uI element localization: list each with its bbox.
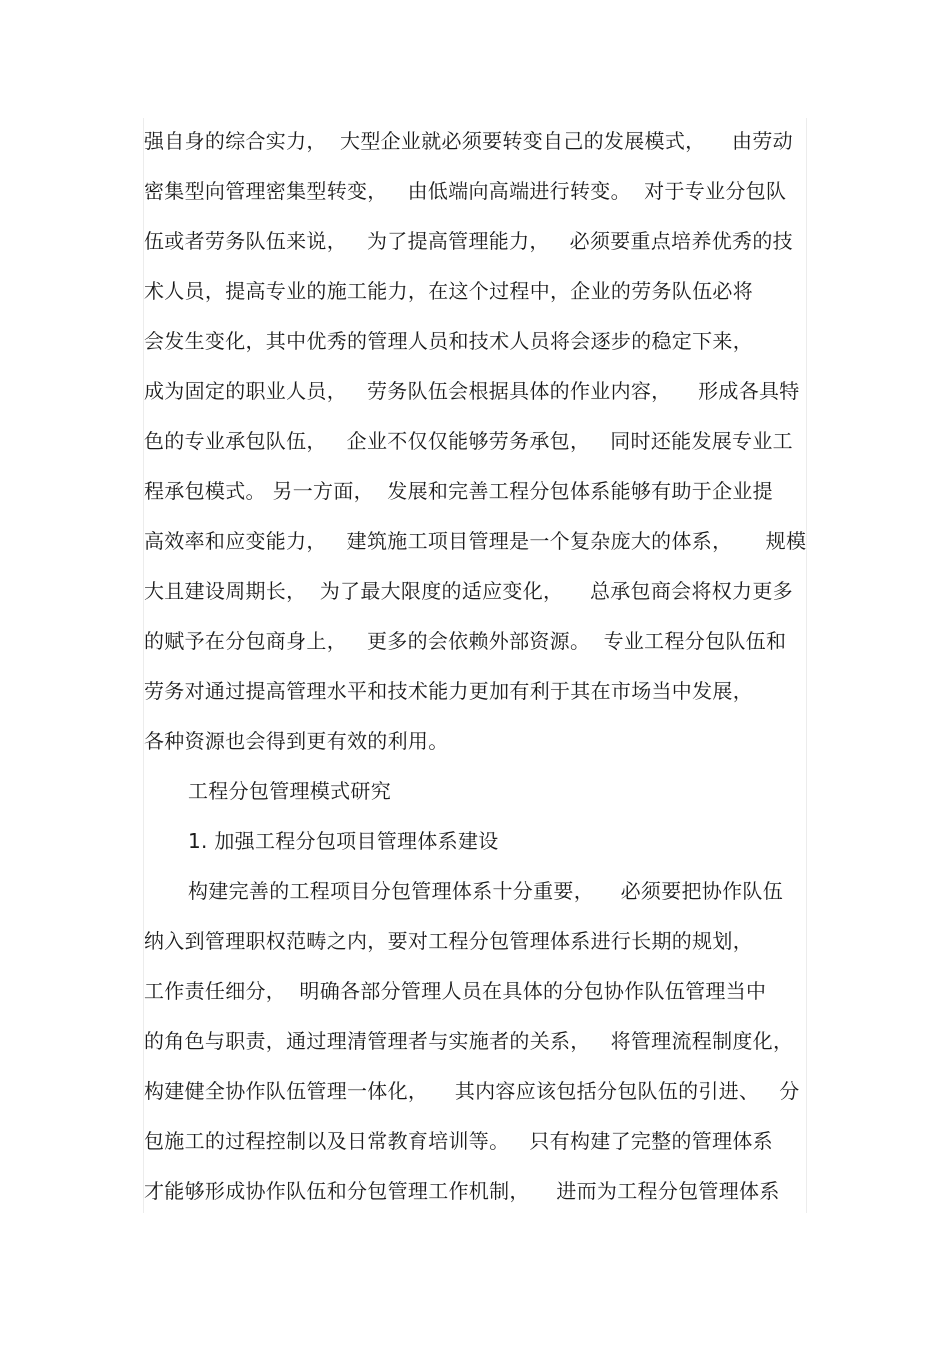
text-line: 工作责任细分， 明确各部分管理人员在具体的分包协作队伍管理当中 bbox=[144, 979, 767, 1003]
text-line: 伍或者劳务队伍来说， 为了提高管理能力， 必须要重点培养优秀的技 bbox=[144, 229, 793, 253]
text-line: 各种资源也会得到更有效的利用。 bbox=[144, 729, 449, 753]
right-margin-rule bbox=[806, 118, 807, 1213]
text-line: 纳入到管理职权范畴之内，要对工程分包管理体系进行长期的规划， bbox=[144, 929, 753, 953]
text-line: 的赋予在分包商身上， 更多的会依赖外部资源。 专业工程分包队伍和 bbox=[144, 629, 787, 653]
text-line: 的角色与职责，通过理清管理者与实施者的关系， 将管理流程制度化， bbox=[144, 1029, 794, 1053]
section-heading: 工程分包管理模式研究 bbox=[188, 779, 391, 803]
text-line: 会发生变化，其中优秀的管理人员和技术人员将会逐步的稳定下来， bbox=[144, 329, 753, 353]
text-line: 高效率和应变能力， 建筑施工项目管理是一个复杂庞大的体系， 规模 bbox=[144, 529, 807, 553]
text-line: 大且建设周期长， 为了最大限度的适应变化， 总承包商会将权力更多 bbox=[144, 579, 793, 603]
subsection-heading: 1. 加强工程分包项目管理体系建设 bbox=[188, 829, 499, 853]
text-line: 劳务对通过提高管理水平和技术能力更加有利于其在市场当中发展， bbox=[144, 679, 753, 703]
text-line: 术人员，提高专业的施工能力，在这个过程中，企业的劳务队伍必将 bbox=[144, 279, 753, 303]
text-line: 才能够形成协作队伍和分包管理工作机制， 进而为工程分包管理体系 bbox=[144, 1179, 780, 1203]
text-line: 色的专业承包队伍， 企业不仅仅能够劳务承包， 同时还能发展专业工 bbox=[144, 429, 793, 453]
text-line: 密集型向管理密集型转变， 由低端向高端进行转变。 对于专业分包队 bbox=[144, 179, 787, 203]
text-line: 构建健全协作队伍管理一体化， 其内容应该包括分包队伍的引进、 分 bbox=[144, 1079, 800, 1103]
text-line: 成为固定的职业人员， 劳务队伍会根据具体的作业内容， 形成各具特 bbox=[144, 379, 800, 403]
text-line: 构建完善的工程项目分包管理体系十分重要， 必须要把协作队伍 bbox=[188, 879, 784, 903]
text-line: 包施工的过程控制以及日常教育培训等。 只有构建了完整的管理体系 bbox=[144, 1129, 773, 1153]
text-line: 强自身的综合实力， 大型企业就必须要转变自己的发展模式， 由劳动 bbox=[144, 129, 793, 153]
body-text bbox=[144, 116, 806, 1216]
text-line: 程承包模式。 另一方面， 发展和完善工程分包体系能够有助于企业提 bbox=[144, 479, 773, 503]
